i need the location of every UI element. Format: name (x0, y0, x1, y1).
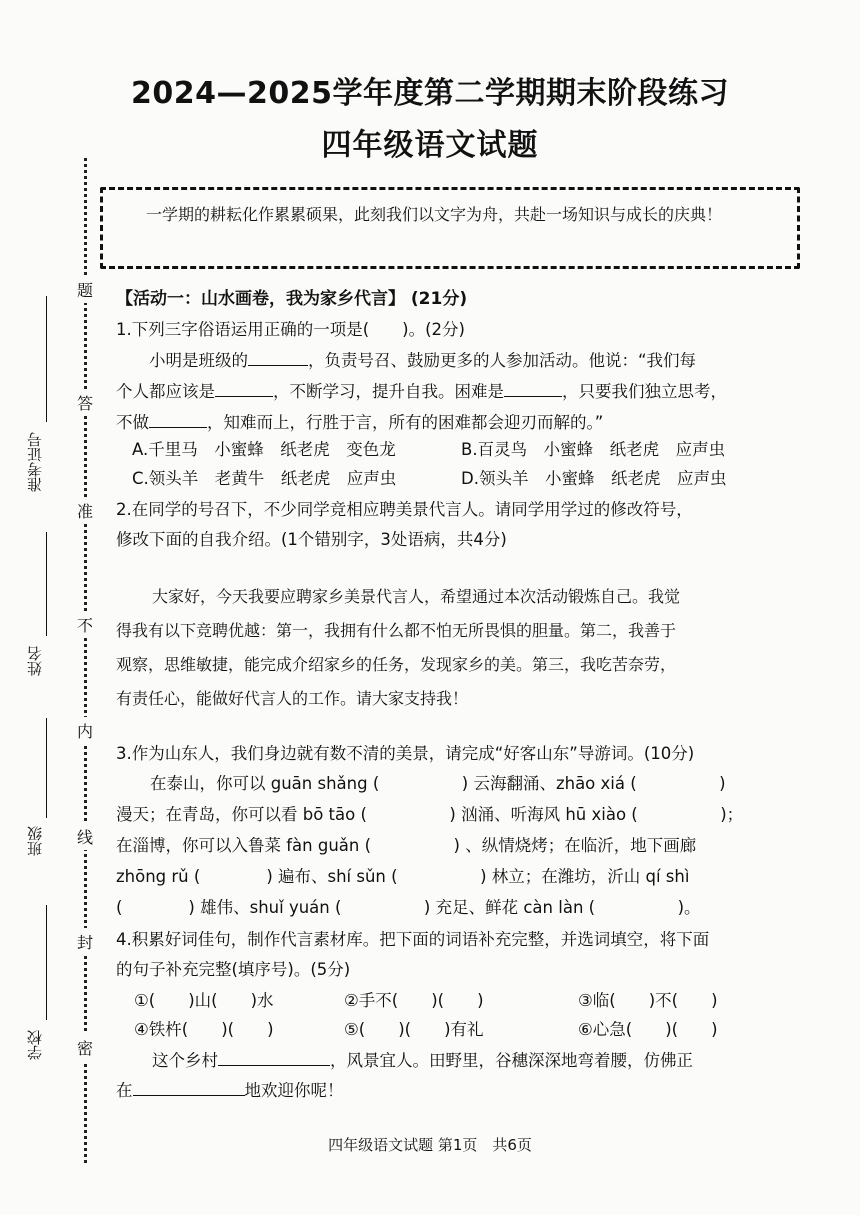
word-item[interactable]: ②手不( )( ) (344, 991, 484, 1010)
seal-char: 线 (77, 823, 93, 850)
answer-blank[interactable] (218, 1049, 330, 1066)
option-c[interactable]: C.领头羊 老黄牛 纸老虎 应声虫 (132, 469, 397, 488)
option-b[interactable]: B.百灵鸟 小蜜蜂 纸老虎 应声虫 (461, 440, 726, 459)
passage-line: 观察，思维敏捷，能完成介绍家乡的任务，发现家乡的美。第三，我吃苦奈劳， (116, 655, 677, 674)
question-1-stem: 1.下列三字俗语运用正确的一项是( )。(2分) (116, 320, 465, 339)
seal-char: 密 (77, 1034, 93, 1061)
word-item[interactable]: ①( )山( )水 (134, 991, 274, 1010)
question-1-line-1: 小明是班级的 ，负责号召、鼓励更多的人参加活动。他说：“我们每 (149, 351, 697, 370)
field-label-exam-number: 准考证号 (26, 432, 44, 492)
option-a[interactable]: A.千里马 小蜜蜂 纸老虎 变色龙 (132, 440, 396, 459)
intro-text: 一学期的耕耘化作累累硕果，此刻我们以文字为舟，共赴一场知识与成长的庆典！ (146, 205, 723, 224)
field-line-name[interactable] (46, 532, 47, 636)
question-2-stem: 2.在同学的号召下，不少同学竞相应聘美景代言人。请同学用学过的修改符号， (116, 500, 693, 519)
field-line-exam-number[interactable] (46, 296, 47, 422)
word-item[interactable]: ⑥心急( )( ) (578, 1020, 718, 1039)
question-4-sentence-1: 这个乡村 ，风景宜人。田野里，谷穗深深地弯着腰，仿佛正 (152, 1051, 693, 1070)
field-line-class[interactable] (46, 718, 47, 818)
pinyin-line: 在淄博，你可以入鲁菜 fàn guǎn ( ) 、纵情烧烤；在临沂，地下画廊 (116, 836, 697, 855)
pinyin-line: zhōng rǔ ( ) 遍布、shí sǔn ( ) 林立；在潍坊，沂山 qí shì (116, 867, 690, 886)
question-3-stem: 3.作为山东人，我们身边就有数不清的美景，请完成“好客山东”导游词。(10分) (116, 744, 695, 763)
question-1-line-3: 不做 ，知难而上，行胜于言，所有的困难都会迎刃而解的。” (116, 413, 604, 432)
word-item[interactable]: ⑤( )( )有礼 (344, 1020, 484, 1039)
passage-line: 得我有以下竞聘优越：第一，我拥有什么都不怕无所畏惧的胆量。第二，我善于 (116, 621, 677, 640)
option-d[interactable]: D.领头羊 小蜜蜂 纸老虎 应声虫 (461, 469, 727, 488)
question-1-line-2: 个人都应该是 ，不断学习，提升自我。困难是 ，只要我们独立思考， (116, 382, 727, 401)
page-footer: 四年级语文试题 第1页 共6页 (328, 1136, 532, 1154)
word-item[interactable]: ④铁杵( )( ) (134, 1020, 274, 1039)
seal-char: 题 (77, 276, 93, 303)
seal-char: 不 (77, 611, 93, 638)
answer-blank[interactable] (504, 380, 562, 397)
question-4-stem: 4.积累好词佳句，制作代言素材库。把下面的词语补充完整，并选词填空，将下面 (116, 930, 710, 949)
question-4-stem: 的句子补充完整(填序号)。(5分) (116, 960, 351, 979)
pinyin-line: 漫天；在青岛，你可以看 bō tāo ( ) 汹涌、听海风 hū xiào ( )； (116, 805, 744, 824)
section-heading: 【活动一：山水画卷，我为家乡代言】 (21分) (116, 289, 468, 309)
question-4-sentence-2: 在 地欢迎你呢！ (116, 1081, 344, 1100)
answer-blank[interactable] (215, 380, 273, 397)
answer-blank[interactable] (133, 1079, 245, 1096)
seal-char: 准 (77, 497, 93, 524)
field-label-name: 姓名 (26, 646, 44, 676)
field-label-school: 学校 (26, 1030, 44, 1060)
field-line-school[interactable] (46, 905, 47, 1020)
pinyin-line: 在泰山，你可以 guān shǎng ( ) 云海翻涌、zhāo xiá ( ) (150, 774, 726, 793)
answer-blank[interactable] (149, 411, 207, 428)
answer-blank[interactable] (248, 349, 308, 366)
question-2-stem: 修改下面的自我介绍。(1个错别字，3处语病，共4分) (116, 530, 507, 549)
seal-char: 答 (77, 389, 93, 416)
binding-dotted-line (84, 158, 87, 1163)
seal-char: 封 (77, 928, 93, 955)
field-label-class: 班级 (26, 826, 44, 856)
exam-title: 2024—2025学年度第二学期期末阶段练习 (131, 76, 729, 111)
passage-line: 有责任心，能做好代言人的工作。请大家支持我！ (116, 689, 469, 708)
passage-line: 大家好，今天我要应聘家乡美景代言人，希望通过本次活动锻炼自己。我觉 (152, 587, 681, 606)
exam-subtitle: 四年级语文试题 (321, 128, 539, 163)
pinyin-line: ( ) 雄伟、shuǐ yuán ( ) 充足、鲜花 càn làn ( )。 (116, 898, 701, 917)
seal-char: 内 (77, 717, 93, 744)
word-item[interactable]: ③临( )不( ) (578, 991, 718, 1010)
